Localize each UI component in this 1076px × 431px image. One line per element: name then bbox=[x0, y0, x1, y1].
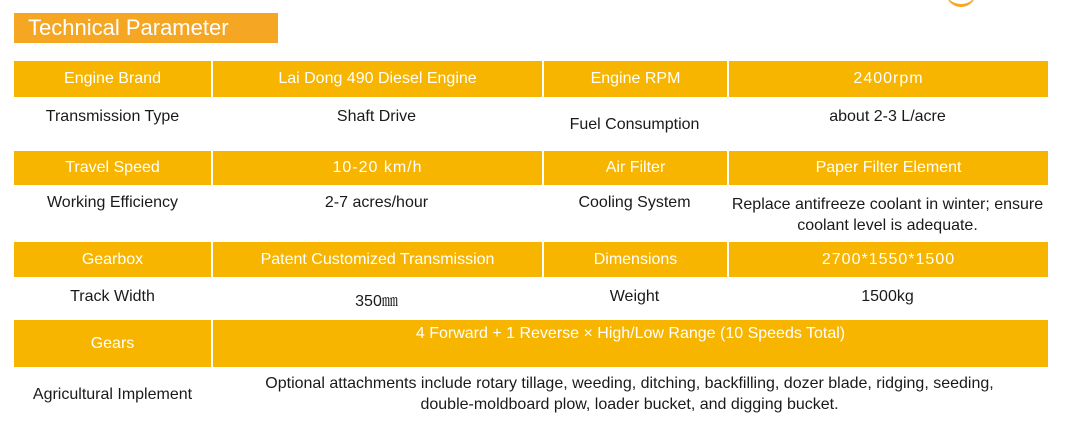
param-label-travel-speed: Travel Speed bbox=[65, 159, 160, 176]
table-row bbox=[14, 242, 1048, 277]
param-value-track-width: 350㎜ bbox=[355, 293, 398, 310]
param-label-working-efficiency: Working Efficiency bbox=[46, 194, 178, 211]
param-label-dimensions: Dimensions bbox=[542, 242, 727, 277]
param-value-gearbox: Patent Customized Transmission bbox=[211, 242, 542, 277]
param-value-transmission-type: Shaft Drive bbox=[336, 108, 417, 125]
param-label-gearbox: Gearbox bbox=[81, 250, 144, 268]
param-label-weight: Weight bbox=[609, 288, 660, 305]
table-row bbox=[14, 61, 1048, 97]
table-row bbox=[14, 288, 1048, 314]
param-value-working-efficiency: 2-7 acres/hour bbox=[324, 194, 429, 211]
param-label-track-width: Track Width bbox=[70, 288, 155, 305]
decorative-arc bbox=[946, 0, 976, 7]
table-row bbox=[14, 108, 1048, 148]
section-title: Technical Parameter bbox=[14, 13, 278, 43]
param-value-cooling-system: Replace antifreeze coolant in winter; ensure coolant level is adequate. bbox=[731, 196, 1044, 234]
param-value-engine-rpm: 2400rpm bbox=[727, 61, 1048, 97]
param-label-engine-rpm: Engine RPM bbox=[542, 61, 727, 97]
param-value-dimensions: 2700*1550*1500 bbox=[727, 242, 1048, 277]
table-row bbox=[14, 320, 1048, 367]
param-label-cooling-system: Cooling System bbox=[578, 194, 691, 211]
param-label-engine-brand: Engine Brand bbox=[64, 70, 161, 87]
table-row bbox=[14, 194, 1048, 239]
param-label-fuel-consumption: Fuel Consumption bbox=[569, 116, 700, 133]
param-value-agricultural-implement: Optional attachments include rotary tillage, weeding, ditching, backfilling, dozer blade, ridging, seeding, double-moldboard plow, loader bucket, and digging bucket. bbox=[265, 375, 994, 413]
param-label-gears: Gears bbox=[90, 334, 135, 352]
param-label-transmission-type: Transmission Type bbox=[45, 108, 180, 125]
param-value-air-filter: Paper Filter Element bbox=[727, 151, 1048, 185]
param-label-agricultural-implement: Agricultural Implement bbox=[32, 386, 193, 403]
param-value-gears: 4 Forward + 1 Reverse × High/Low Range (10 Speeds Total) bbox=[211, 320, 1048, 367]
param-value-engine-brand: Lai Dong 490 Diesel Engine bbox=[211, 61, 542, 97]
param-value-fuel-consumption: about 2-3 L/acre bbox=[829, 108, 946, 125]
table-row bbox=[14, 373, 1048, 417]
table-row bbox=[14, 151, 1048, 185]
param-value-weight: 1500kg bbox=[861, 288, 914, 305]
param-value-travel-speed: 10-20 km/h bbox=[211, 151, 542, 185]
param-label-air-filter: Air Filter bbox=[542, 151, 727, 185]
